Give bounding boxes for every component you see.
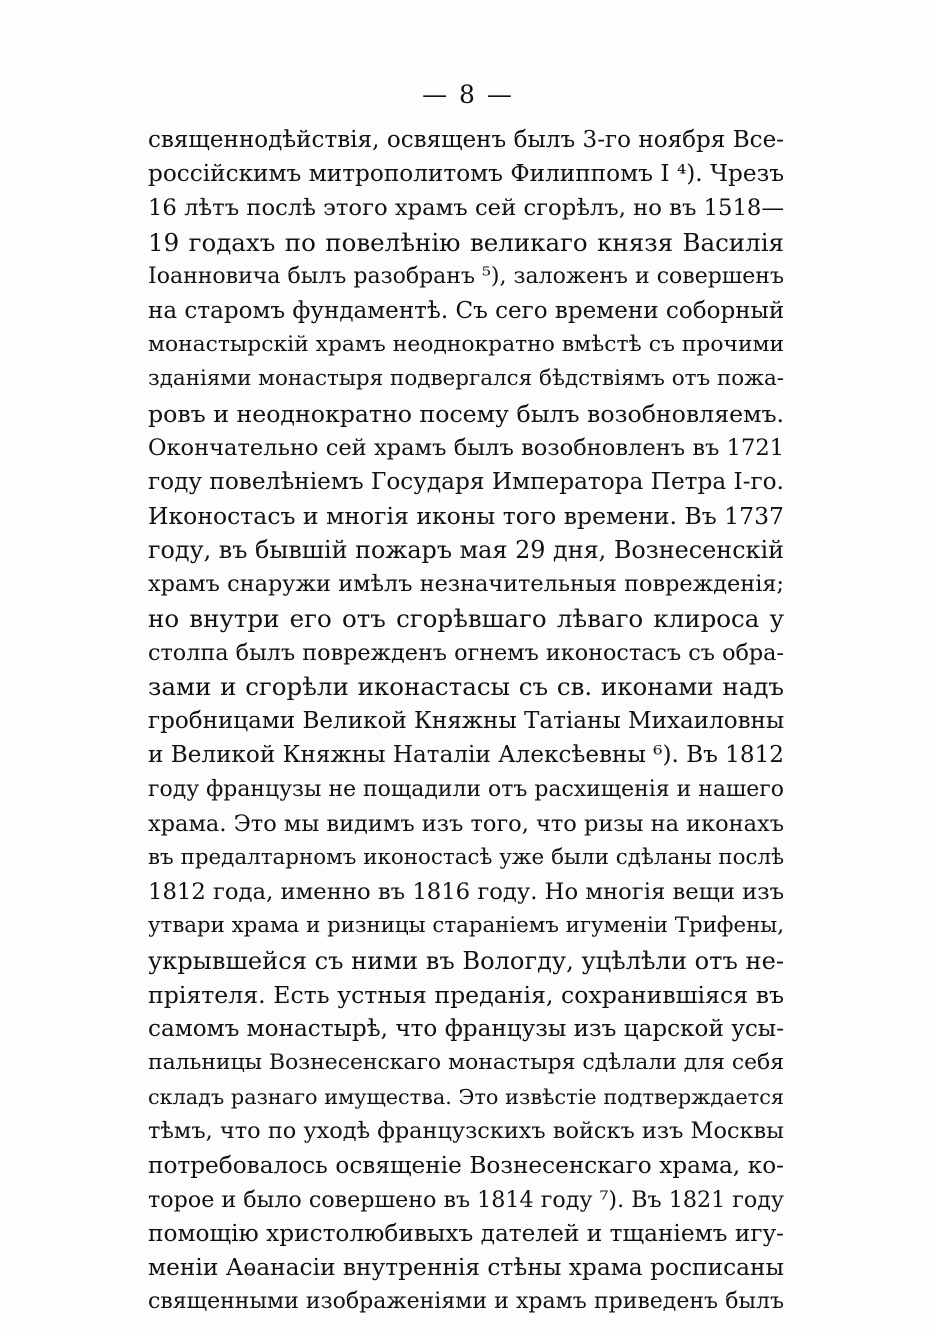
text-line: гробницами Великой Княжны Татіаны Михаиловны [148,708,784,735]
text-line: въ предалтарномъ иконостасѣ уже были сдѣланы послѣ [148,844,784,870]
text-line: священными изображеніями и храмъ приведенъ былъ [148,1289,784,1315]
text-line: 19 годахъ по повелѣнію великаго князя Василія [148,227,784,257]
text-line: Окончательно сей храмъ былъ возобновленъ въ 1721 [148,434,784,461]
text-line: самомъ монастырѣ, что французы изъ царской усы- [148,1015,784,1042]
body-text [148,123,784,1320]
text-line: монастырскій храмъ неоднократно вмѣстѣ съ прочими [148,332,784,358]
text-line: 1812 года, именно въ 1816 году. Но многія вещи изъ [148,879,784,906]
text-line: столпа былъ поврежденъ огнемъ иконостасъ съ обра- [148,639,784,666]
text-line: россійскимъ митрополитомъ Филиппомъ I ⁴). Чрезъ [148,160,784,188]
page-number: — 8 — [422,80,514,109]
text-line: складъ разнаго имущества. Это извѣстіе подтверждается [148,1085,784,1110]
text-line: укрывшейся съ ними въ Вологду, уцѣлѣли отъ не- [148,946,784,975]
text-line: храмъ снаружи имѣлъ незначительныя поврежденія; [148,571,784,598]
text-line: потребовалось освященіе Вознесенскаго храма, ко- [148,1151,784,1179]
text-line: ровъ и неоднократно посему былъ возобновляемъ. [148,399,784,428]
text-line: меніи Аѳанасіи внутреннія стѣны храма росписаны [148,1254,784,1282]
text-line: священнодѣйствія, освященъ былъ 3-го ноября Все- [148,127,784,153]
text-line: утвари храма и ризницы стараніемъ игуменіи Трифены, [148,913,784,939]
text-line: и Великой Княжны Наталіи Алексѣевны ⁶). Въ 1812 [148,742,784,769]
text-line: тѣмъ, что по уходѣ французскихъ войскъ изъ Москвы [148,1118,784,1145]
text-line: году, въ бывшій пожаръ мая 29 дня, Вознесенскій [148,536,784,565]
text-line: на старомъ фундаментѣ. Съ сего времени соборный [148,297,784,324]
text-line: пальницы Вознесенскаго монастыря сдѣлали для себя [148,1050,784,1076]
text-line: зданіями монастыря подвергался бѣдствіямъ отъ пожа- [148,366,784,392]
text-line: торое и было совершено въ 1814 году ⁷). Въ 1821 году [148,1186,784,1213]
text-line: Іоанновича былъ разобранъ ⁵), заложенъ и совершенъ [148,263,784,289]
text-line: храма. Это мы видимъ изъ того, что ризы на иконахъ [148,810,784,837]
text-line: зами и сгорѣли иконастасы съ св. иконами надъ [148,672,784,701]
text-line: 16 лѣтъ послѣ этого храмъ сей сгорѣлъ, но въ 1518— [148,195,784,222]
text-line: помощію христолюбивыхъ дателей и тщаніемъ игу- [148,1220,784,1247]
text-line: но внутри его отъ сгорѣвшаго лѣваго клироса у [148,603,784,633]
text-line: году повелѣніемъ Государя Императора Петра I-го. [148,467,784,495]
text-line: году французы не пощадили отъ расхищенія и нашего [148,776,784,802]
text-line: пріятеля. Есть устныя преданія, сохранившіяся въ [148,980,784,1009]
text-line: Иконостасъ и многія иконы того времени. Въ 1737 [148,502,784,531]
